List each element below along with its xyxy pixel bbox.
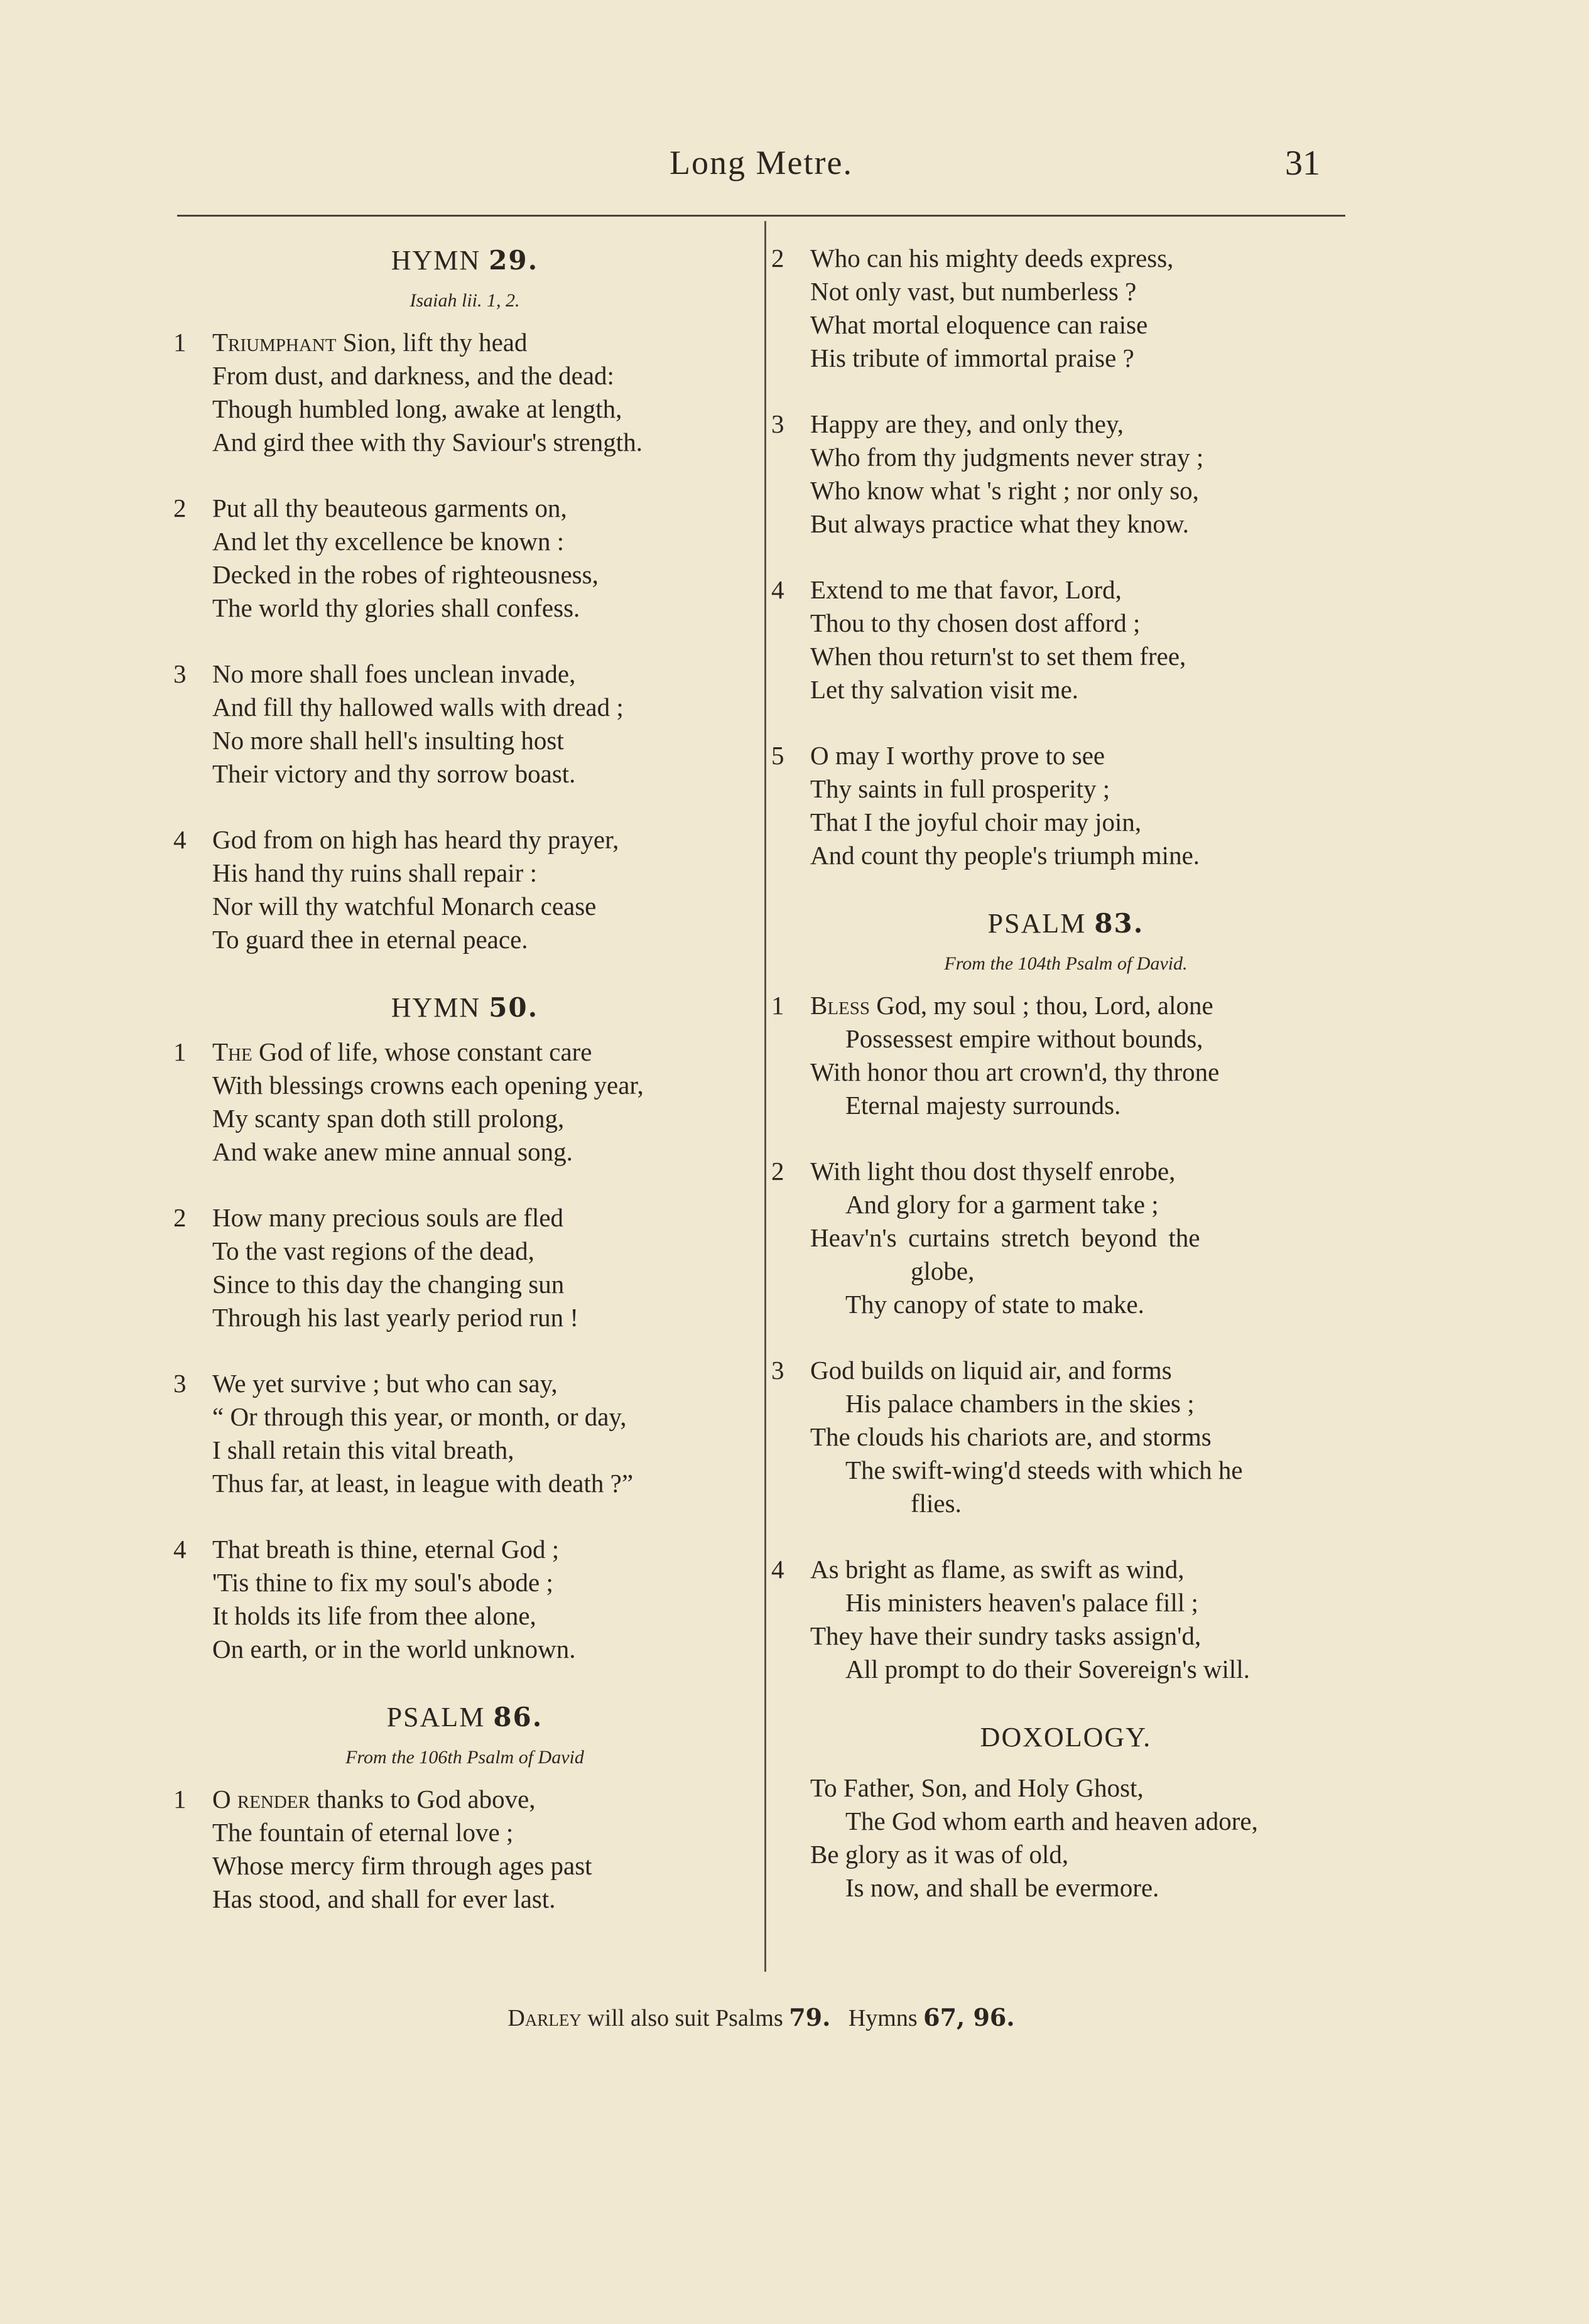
tune-note-text: will also suit Psalms — [581, 2005, 789, 2031]
doxology-title: DOXOLOGY. — [980, 1722, 1152, 1753]
verse-line: His hand thy ruins shall repair : — [212, 858, 537, 887]
section-label: PSALM — [386, 1702, 485, 1732]
verse-line: Thy saints in full prosperity ; — [810, 774, 1110, 803]
verse-line: Nor will thy watchful Monarch cease — [212, 892, 597, 921]
stanza-number: 1 — [173, 1037, 187, 1066]
tune-note — [177, 2003, 1345, 2032]
stanza — [170, 657, 760, 791]
stanza-number: 4 — [771, 575, 784, 604]
section-number: 50. — [489, 992, 539, 1023]
verse-line: Extend to me that favor, Lord, — [810, 575, 1122, 604]
verse-line: Has stood, and shall for ever last. — [212, 1884, 556, 1913]
verse-line: Possessest empire without bounds, — [845, 1024, 1203, 1053]
first-word: Bless — [810, 991, 870, 1020]
verse-line: What mortal eloquence can raise — [810, 310, 1148, 339]
column-divider — [764, 221, 766, 1972]
stanza-number: 1 — [771, 991, 784, 1020]
verse-line: Their victory and thy sorrow boast. — [212, 759, 576, 788]
section-number: 86. — [493, 1702, 543, 1732]
verse-line: Is now, and shall be evermore. — [845, 1873, 1159, 1902]
section-label: HYMN — [391, 992, 481, 1023]
page-number: 31 — [1285, 144, 1320, 183]
stanza — [170, 823, 760, 956]
stanza-number: 4 — [771, 1555, 784, 1584]
verse-line: flies. — [911, 1489, 962, 1518]
verse-line: His tribute of immortal praise ? — [810, 343, 1134, 372]
verse-line: Let thy salvation visit me. — [810, 675, 1079, 704]
running-title: Long Metre. — [670, 144, 853, 181]
verse-line: Who know what 's right ; nor only so, — [810, 476, 1199, 505]
verse-line: Thou to thy chosen dost afford ; — [810, 608, 1141, 637]
first-word: Triumphant — [212, 328, 337, 357]
verse-line: That breath is thine, eternal God ; — [212, 1535, 560, 1564]
verse-line: The God whom earth and heaven adore, — [845, 1807, 1258, 1835]
hymn-29-title — [170, 242, 760, 279]
stanza — [170, 492, 760, 625]
verse-line: Be glory as it was of old, — [810, 1840, 1069, 1869]
hymn-refs: 67, 96. — [923, 2003, 1015, 2031]
hymn-50-title — [170, 989, 760, 1027]
verse-line: With blessings crowns each opening year, — [212, 1071, 644, 1100]
verse-line: God builds on liquid air, and forms — [810, 1356, 1172, 1385]
first-word: O render — [212, 1785, 310, 1813]
verse-line: Who from thy judgments never stray ; — [810, 443, 1204, 472]
stanza-number: 1 — [173, 1785, 187, 1813]
verse-line: Thus far, at least, in league with death ?” — [212, 1469, 634, 1498]
verse-line: To Father, Son, and Holy Ghost, — [810, 1773, 1144, 1802]
psalm-83-title — [767, 905, 1364, 943]
stanza-number: 1 — [173, 328, 187, 357]
verse-line: To guard thee in eternal peace. — [212, 925, 528, 954]
psalm-refs: 79. — [789, 2003, 831, 2031]
verse-line: On earth, or in the world unknown. — [212, 1635, 576, 1663]
verse-line: Decked in the robes of righteousness, — [212, 560, 599, 589]
verse-line: With light thou dost thyself enrobe, — [810, 1157, 1176, 1186]
verse-line: With honor thou art crown'd, thy throne — [810, 1057, 1220, 1086]
right-column — [767, 242, 1364, 1905]
stanza-number: 2 — [771, 244, 784, 273]
verse-line: Though humbled long, awake at length, — [212, 394, 622, 423]
verse-line: All prompt to do their Sovereign's will. — [845, 1655, 1250, 1684]
verse-line: Happy are they, and only they, — [810, 409, 1124, 438]
verse-line: We yet survive ; but who can say, — [212, 1369, 558, 1398]
verse-line: Eternal majesty surrounds. — [845, 1091, 1121, 1120]
verse-line: Put all thy beauteous garments on, — [212, 494, 567, 522]
psalm-83-subtitle: From the 104th Psalm of David. — [944, 953, 1188, 974]
stanza-number: 3 — [173, 659, 187, 688]
stanza — [767, 1553, 1364, 1686]
stanza — [767, 573, 1364, 706]
verse-line: But always practice what they know. — [810, 509, 1190, 538]
stanza — [767, 1155, 1364, 1321]
verse-line: Who can his mighty deeds express, — [810, 244, 1174, 273]
verse-line: His ministers heaven's palace fill ; — [845, 1588, 1198, 1617]
verse-line: “ Or through this year, or month, or day, — [212, 1402, 627, 1431]
psalm-86-title — [170, 1699, 760, 1736]
verse-line: O may I worthy prove to see — [810, 741, 1105, 770]
verse-line: As bright as flame, as swift as wind, — [810, 1555, 1185, 1584]
tune-name: Darley — [507, 2005, 582, 2031]
verse-line: The world thy glories shall confess. — [212, 593, 580, 622]
stanza — [170, 1783, 760, 1916]
left-column — [170, 242, 760, 1916]
verse-line: To the vast regions of the dead, — [212, 1236, 534, 1265]
verse-line — [212, 326, 760, 359]
verse-line: 'Tis thine to fix my soul's abode ; — [212, 1568, 553, 1597]
verse-line: It holds its life from thee alone, — [212, 1601, 536, 1630]
line-text: God of life, whose constant care — [252, 1037, 592, 1066]
verse-line: Since to this day the changing sun — [212, 1270, 565, 1299]
verse-line: And gird thee with thy Saviour's strength. — [212, 428, 643, 457]
hymn-29-subtitle: Isaiah lii. 1, 2. — [409, 290, 520, 311]
stanza — [767, 242, 1364, 375]
verse-line: My scanty span doth still prolong, — [212, 1104, 565, 1133]
section-label: HYMN — [391, 245, 481, 276]
verse-line: His palace chambers in the skies ; — [845, 1389, 1195, 1418]
stanza-number: 2 — [771, 1157, 784, 1186]
stanza — [170, 1533, 760, 1666]
first-word: The — [212, 1037, 252, 1066]
verse-line — [212, 1783, 760, 1816]
stanza-number: 2 — [173, 494, 187, 522]
stanza — [170, 1201, 760, 1334]
stanza — [767, 1771, 1364, 1905]
verse-line — [212, 1035, 760, 1069]
stanza-number: 3 — [173, 1369, 187, 1398]
section-label: PSALM — [987, 908, 1087, 939]
verse-line: How many precious souls are fled — [212, 1203, 564, 1232]
line-text: Sion, lift thy head — [336, 328, 528, 357]
stanza-number: 3 — [771, 409, 784, 438]
stanza — [767, 739, 1364, 872]
stanza — [767, 408, 1364, 541]
verse-line: The fountain of eternal love ; — [212, 1818, 514, 1847]
stanza-number: 3 — [771, 1356, 784, 1385]
verse-line: And fill thy hallowed walls with dread ; — [212, 693, 624, 722]
verse-line: Not only vast, but numberless ? — [810, 277, 1137, 306]
line-text: thanks to God above, — [310, 1785, 536, 1813]
running-header — [177, 143, 1345, 193]
stanza — [767, 989, 1364, 1122]
verse-line: Through his last yearly period run ! — [212, 1303, 578, 1332]
verse-line: And let thy excellence be known : — [212, 527, 565, 556]
verse-line: No more shall hell's insulting host — [212, 726, 564, 755]
stanza — [170, 1367, 760, 1500]
verse-line: That I the joyful choir may join, — [810, 808, 1142, 836]
verse-line: Heav'n's curtains stretch beyond the — [810, 1223, 1200, 1252]
verse-line: And count thy people's triumph mine. — [810, 841, 1200, 870]
stanza-number: 4 — [173, 1535, 187, 1564]
verse-line: No more shall foes unclean invade, — [212, 659, 576, 688]
verse-line: The clouds his chariots are, and storms — [810, 1422, 1212, 1451]
verse-line: And wake anew mine annual song. — [212, 1137, 573, 1166]
hymns-label: Hymns — [830, 2005, 924, 2031]
verse-line: Thy canopy of state to make. — [845, 1290, 1144, 1319]
verse-line: When thou return'st to set them free, — [810, 642, 1186, 671]
header-rule — [177, 215, 1345, 217]
stanza — [170, 326, 760, 459]
verse-line: God from on high has heard thy prayer, — [212, 825, 619, 854]
section-number: 83. — [1094, 908, 1144, 939]
verse-line: From dust, and darkness, and the dead: — [212, 361, 614, 390]
verse-line: Whose mercy firm through ages past — [212, 1851, 592, 1880]
stanza-number: 2 — [173, 1203, 187, 1232]
verse-line: I shall retain this vital breath, — [212, 1435, 514, 1464]
verse-line: They have their sundry tasks assign'd, — [810, 1621, 1201, 1650]
psalm-86-subtitle: From the 106th Psalm of David — [345, 1747, 584, 1768]
verse-line: And glory for a garment take ; — [845, 1190, 1159, 1219]
stanza — [767, 1354, 1364, 1520]
verse-line: globe, — [911, 1257, 975, 1285]
verse-line — [810, 989, 1364, 1022]
line-text: God, my soul ; thou, Lord, alone — [870, 991, 1213, 1020]
section-number: 29. — [489, 245, 539, 276]
stanza-number: 4 — [173, 825, 187, 854]
stanza-number — [767, 1771, 803, 1905]
stanza-number: 5 — [771, 741, 784, 770]
stanza — [170, 1035, 760, 1169]
verse-line: The swift-wing'd steeds with which he — [845, 1456, 1243, 1484]
